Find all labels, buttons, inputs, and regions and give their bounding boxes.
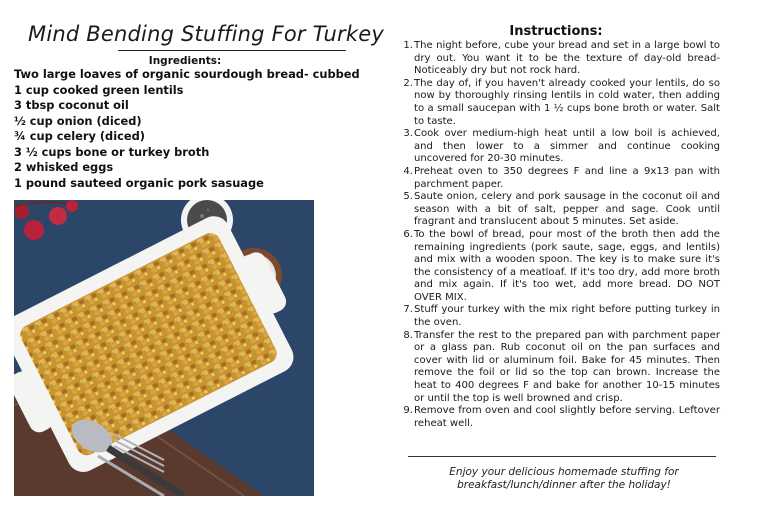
instructions-heading: Instructions: xyxy=(509,24,603,39)
instruction-step xyxy=(398,330,720,406)
instruction-step xyxy=(398,229,720,305)
step-text: Remove from oven and cool slightly before serving. Leftover reheat well. xyxy=(414,405,720,429)
step-text: Saute onion, celery and pork sausage in the coconut oil and season with a bit of salt, pepper and sage. Cook until fragrant and translucent about 5 minutes. Set aside. xyxy=(414,191,720,228)
step-text: Preheat oven to 350 degrees F and line a 9x13 pan with parchment paper. xyxy=(414,165,720,190)
step-number: 8. xyxy=(403,329,413,341)
footer-note xyxy=(434,466,694,492)
ingredient-item: 2 whisked eggs xyxy=(14,160,114,174)
step-number: 7. xyxy=(403,304,413,316)
step-text: Transfer the rest to the prepared pan with parchment paper or a glass pan. Rub coconut oil on the pan surfaces and cover with lid or aluminum foil. Bake for 45 minutes. Then remove the foil or lid so the top can brown. Increase the heat to 400 degrees F and bake for another 10-15 minutes or until the top is well browned and crisp. xyxy=(414,329,720,404)
ingredient-item: ½ cup onion (diced) xyxy=(14,113,142,128)
ingredients-list xyxy=(14,67,360,191)
instruction-step xyxy=(398,405,720,430)
step-number: 4. xyxy=(403,165,413,177)
step-text: Stuff your turkey with the mix right before putting turkey in the oven. xyxy=(414,304,720,329)
ingredients-heading: Ingredients: xyxy=(148,55,222,67)
recipe-title: Mind Bending Stuffing For Turkey xyxy=(28,22,384,46)
title-underline xyxy=(118,50,346,51)
step-number: 9. xyxy=(403,405,413,417)
step-number: 2. xyxy=(403,77,413,89)
ingredient-item: 3 ½ cups bone or turkey broth xyxy=(14,144,210,159)
instruction-step xyxy=(398,40,720,78)
step-number: 6. xyxy=(403,228,413,240)
ingredient-item: 1 pound sauteed organic pork sasuage xyxy=(14,175,264,190)
instruction-step xyxy=(398,166,720,191)
instruction-step xyxy=(398,191,720,229)
step-text: The night before, cube your bread and set in a large bowl to dry out. You want it to be the texture of day-old bread- Noticeably dry but not rock hard. xyxy=(414,40,720,77)
step-number: 1. xyxy=(403,40,413,51)
footer-line: Enjoy your delicious homemade stuffing for xyxy=(449,466,679,478)
ingredient-item: 3 tbsp coconut oil xyxy=(14,98,129,112)
step-number: 5. xyxy=(403,191,413,203)
instructions-list xyxy=(398,40,720,430)
step-text: To the bowl of bread, pour most of the broth then add the remaining ingredients (pork saute, sage, eggs, and lentils) and mix with a wooden spoon. The key is to make sure it's the consistency of a meatloaf. If it's too dry, add more broth and mix again. If it's too wet, add more bread. DO NOT OVER MIX. xyxy=(414,228,720,303)
step-text: The day of, if you haven't already cooked your lentils, do so now by thoroughly rinsing lentils in cold water, then adding to a small saucepan with 1 ½ cups bone broth or water. Salt to taste. xyxy=(414,77,720,127)
ingredient-item: ¾ cup celery (diced) xyxy=(14,129,145,143)
step-number: 3. xyxy=(403,128,413,140)
stuffing-photo xyxy=(14,200,314,496)
step-text: Cook over medium-high heat until a low boil is achieved, and then lower to a simmer and continue cooking uncovered for 20-30 minutes. xyxy=(414,128,720,165)
right-column xyxy=(394,0,768,512)
ingredient-item: Two large loaves of organic sourdough bread- cubbed xyxy=(14,67,360,81)
instruction-step xyxy=(398,128,720,166)
ingredient-item: 1 cup cooked green lentils xyxy=(14,82,184,97)
instruction-step xyxy=(398,78,720,128)
divider xyxy=(408,456,716,457)
footer-line: breakfast/lunch/dinner after the holiday! xyxy=(457,479,671,491)
instruction-step xyxy=(398,304,720,329)
